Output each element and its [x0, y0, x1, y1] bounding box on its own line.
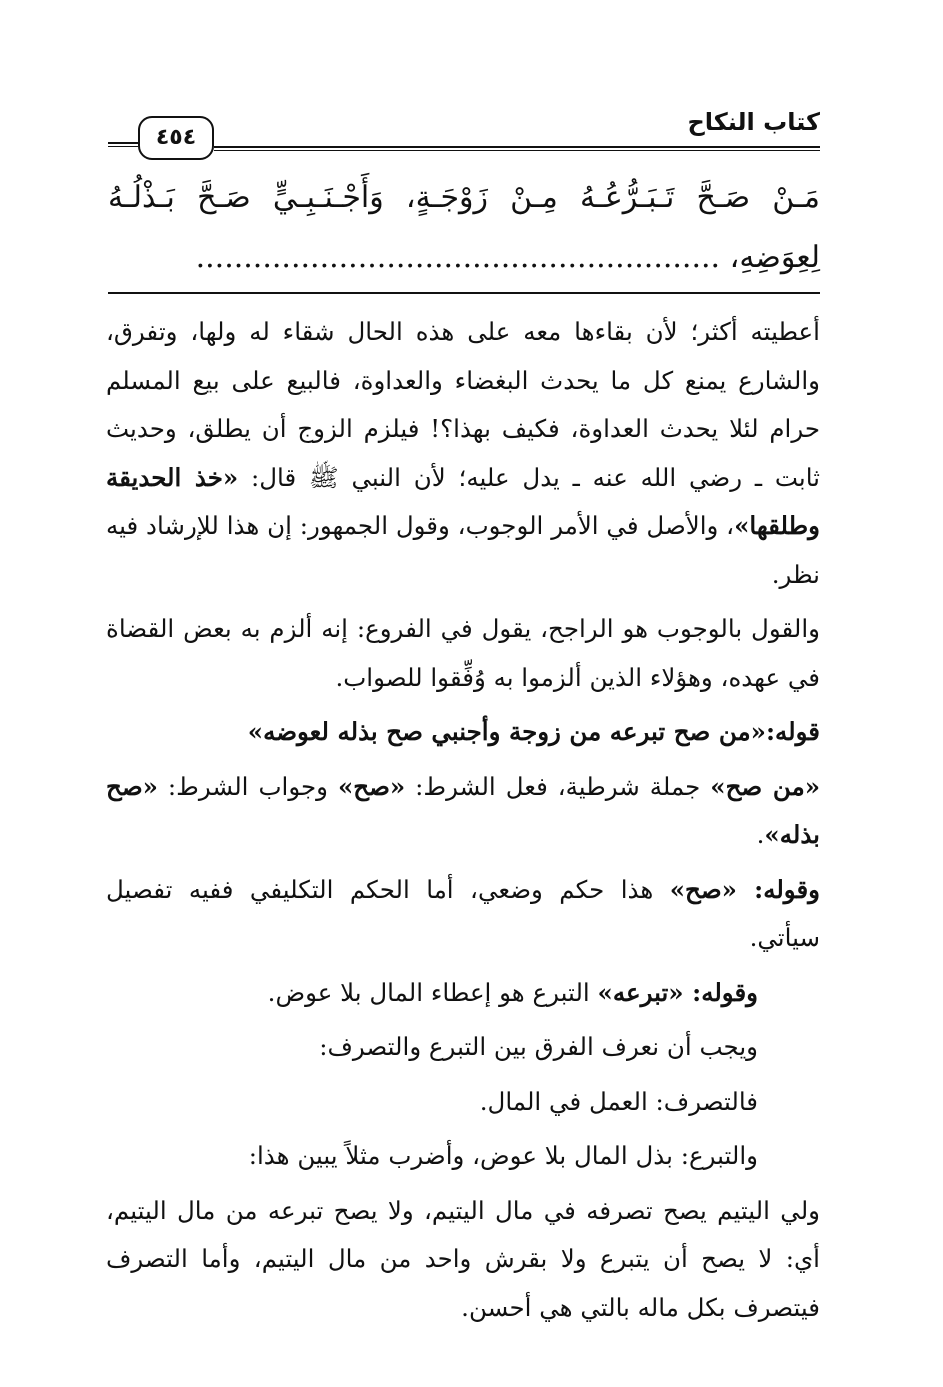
paragraph-4-quote-c: «صح»: [337, 771, 406, 801]
page-number: ٤٥٤: [138, 116, 214, 160]
paragraph-5-quote: «صح»: [669, 874, 737, 904]
paragraph-4-quote-e: «صح بذله»: [106, 771, 820, 849]
paragraph-4-text-d: وجواب الشرط:: [157, 771, 338, 801]
matn-divider: [108, 292, 820, 294]
paragraph-6-label: وقوله:: [683, 977, 758, 1007]
paragraph-1-text: أعطيته أكثر؛ لأن بقاءها معه على هذه الحال شقاء له ولها، وتفرق، والشارع يمنع كل ما يحدث البغضاء والعداوة، فالبيع على بيع المسلم حرام لئلا يحدث العداوة، فكيف بهذا؟! فيلزم الزوج أن يطلق، وحديث ثابت ـ رضي الله عنه ـ يدل عليه؛ لأن النبي ﷺ قال:: [106, 317, 820, 492]
paragraph-2: والقول بالوجوب هو الراجح، يقول في الفروع: إنه ألزم به بعض القضاة في عهده، وهؤلاء الذين ألزموا به وُفِّقوا للصواب.: [106, 614, 820, 692]
paragraph-6-text: التبرع هو إعطاء المال بلا عوض.: [267, 977, 598, 1007]
book-title: كتاب النكاح: [687, 108, 820, 136]
page-header: [108, 104, 820, 160]
paragraph-4: [106, 763, 820, 860]
paragraph-7: ويجب أن نعرف الفرق بين التبرع والتصرف:: [319, 1032, 758, 1061]
paragraph-5-text: هذا حكم وضعي، أما الحكم التكليفي ففيه تفصيل سيأتي.: [106, 874, 820, 952]
matn-verse: [108, 168, 820, 288]
paragraph-10: ولي اليتيم يصح تصرفه في مال اليتيم، ولا يصح تبرعه من مال اليتيم، أي: لا يصح أن يتبرع ولا بقرش واحد من مال اليتيم، وأما التصرف فيتصرف بكل ماله بالتي هي أحسن.: [106, 1195, 820, 1322]
hadith-quote: «خذ الحديقة وطلقها»: [106, 462, 820, 540]
paragraph-3-quote: «من صح تبرعه من زوجة وأجنبي صح بذله لعوضه»: [247, 717, 766, 746]
matn-line-1: مَـنْ صَـحَّ تَـبَـرُّعُـهُ مِـنْ زَوْجَـةٍ، وَأَجْـنَـبِـيٍّ صَـحَّ بَـذْلُـهُ: [108, 180, 820, 215]
matn-line-2-text: لِعِوَضِهِ،: [729, 240, 820, 275]
paragraph-4-text-b: جملة شرطية، فعل الشرط:: [405, 771, 711, 801]
paragraph-3: [106, 708, 820, 757]
paragraph-6-quote: «تبرعه»: [597, 977, 684, 1007]
paragraph-3-label: قوله:: [765, 717, 820, 746]
header-rule-left: [108, 142, 138, 147]
paragraph-4-quote-a: «من صح»: [710, 771, 821, 801]
commentary-body: [106, 308, 820, 1338]
matn-dots: .......................................................: [195, 240, 721, 275]
paragraph-6: [106, 969, 820, 1018]
header-rule: [214, 146, 820, 151]
paragraph-5: [106, 866, 820, 963]
paragraph-8: فالتصرف: العمل في المال.: [479, 1086, 758, 1116]
paragraph-4-text-f: .: [756, 820, 765, 849]
paragraph-9: والتبرع: بذل المال بلا عوض، وأضرب مثلاً يبين هذا:: [248, 1141, 758, 1170]
matn-line-2: [108, 228, 820, 288]
paragraph-1-end: ، والأصل في الأمر الوجوب، وقول الجمهور: إن هذا للإرشاد فيه نظر.: [106, 511, 820, 589]
paragraph-1: [106, 308, 820, 599]
paragraph-5-label: وقوله:: [736, 874, 820, 904]
